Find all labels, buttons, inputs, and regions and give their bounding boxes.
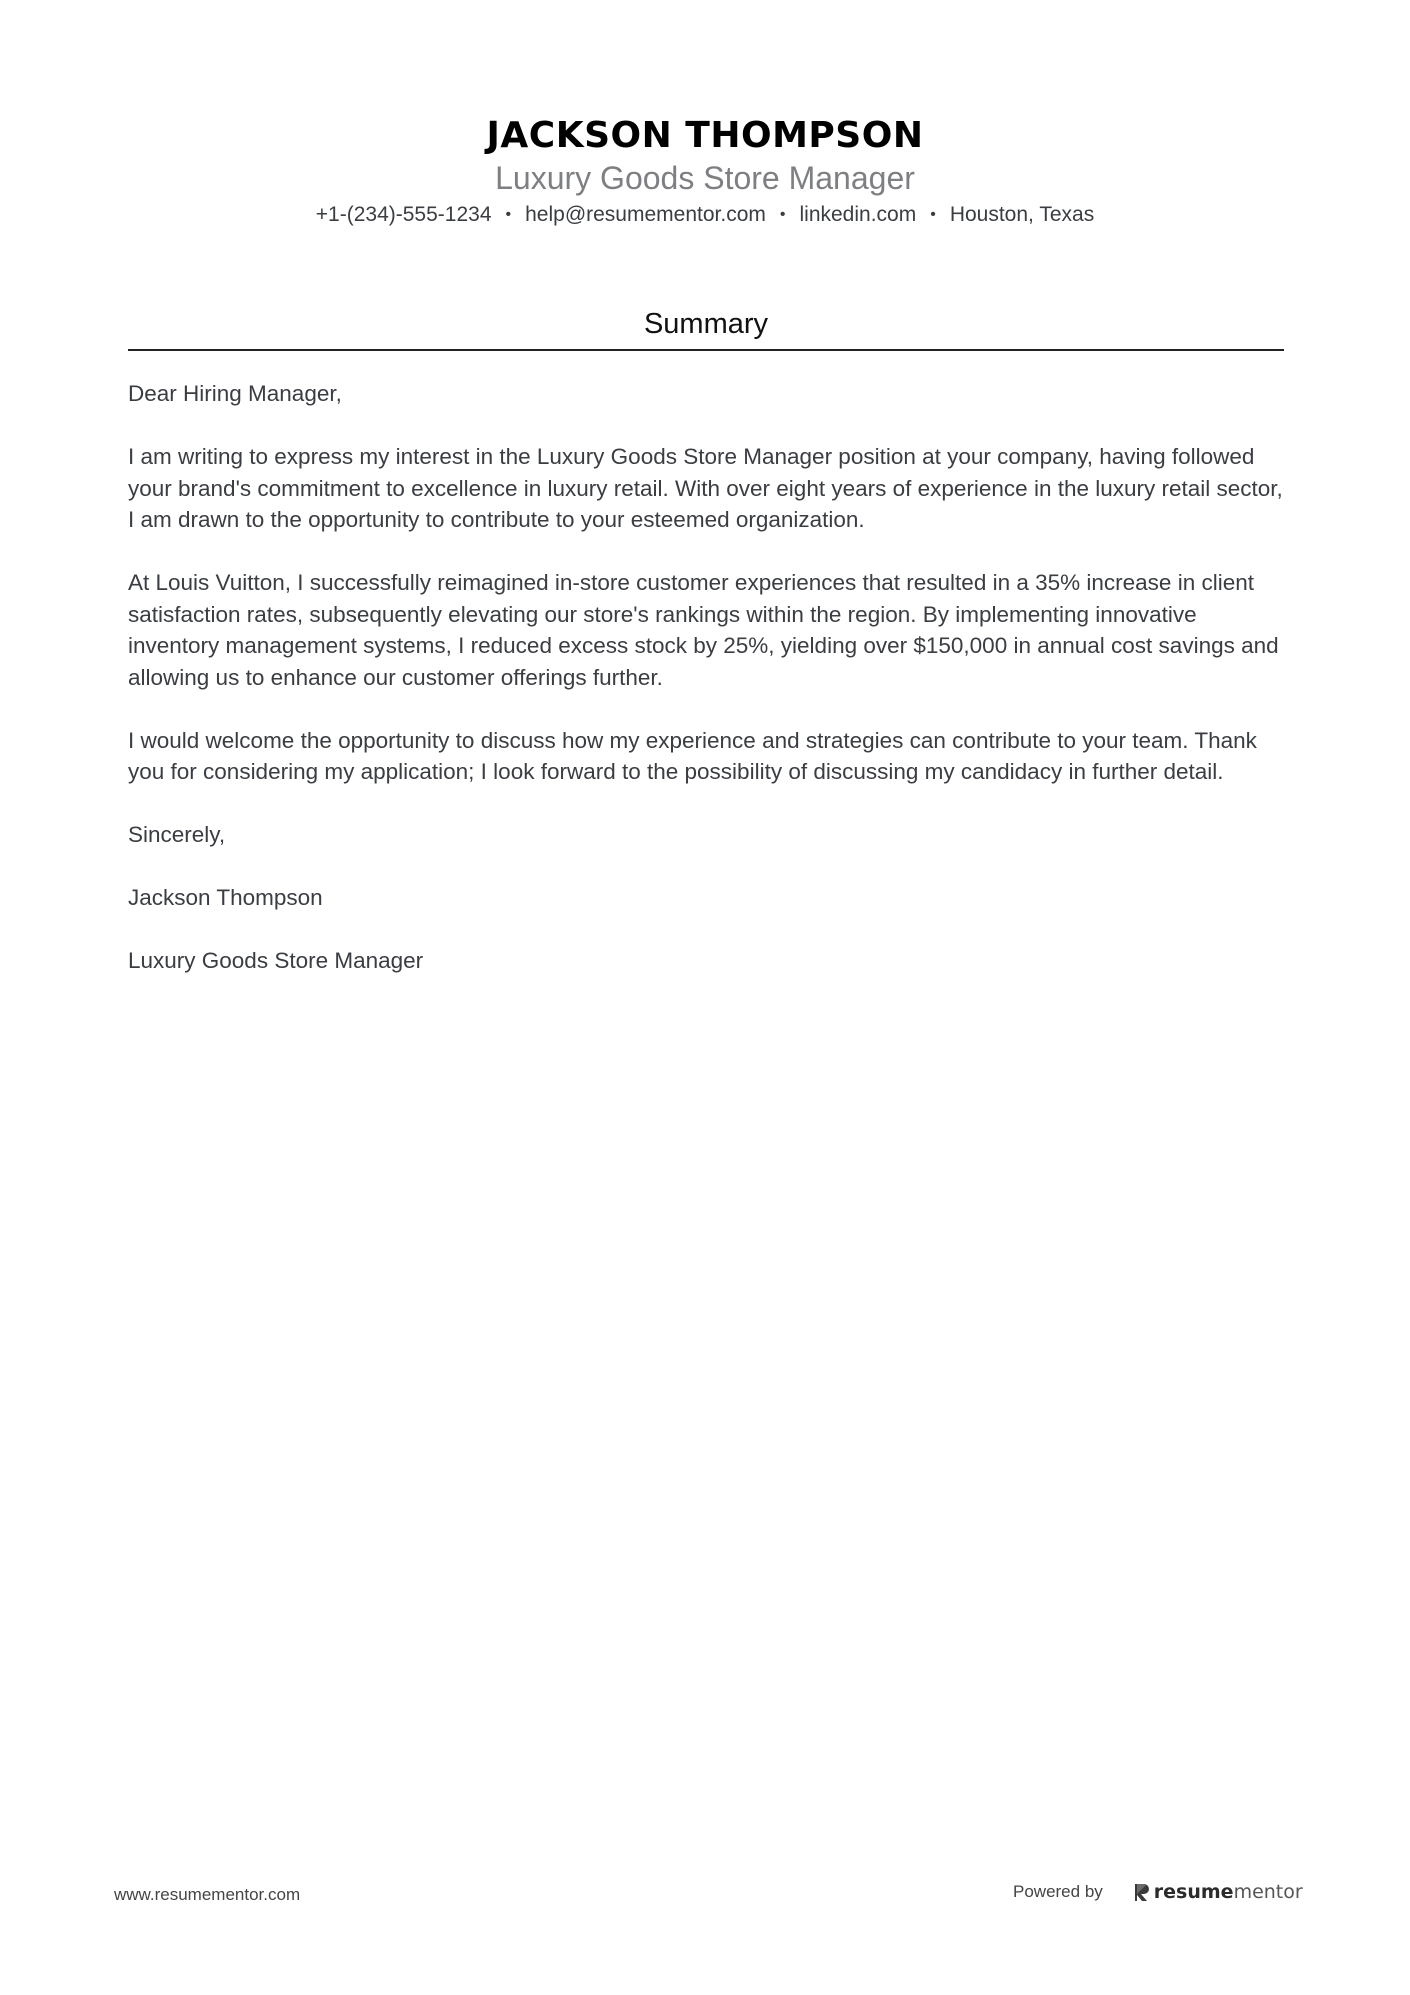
letter-paragraph: I am writing to express my interest in the Luxury Goods Store Manager position at your company, having followed your brand's commitment to excellence in luxury retail. With over eight years of experience in the luxury retail sector, I am drawn to the opportunity to contribute to your esteemed organization. — [128, 444, 1283, 532]
contact-line — [0, 200, 1410, 230]
letter-closing: Sincerely, — [128, 822, 226, 847]
letter-paragraph: At Louis Vuitton, I successfully reimagined in-store customer experiences that resulted in a 35% increase in client satisfaction rates, subsequently elevating our store's rankings within the region. By implementing innovative inventory management systems, I reduced excess stock by 25%, yielding over $150,000 in annual cost savings and allowing us to enhance our customer offerings further. — [128, 570, 1279, 690]
applicant-name: JACKSON THOMPSON — [486, 115, 924, 156]
contact-separator: • — [505, 206, 512, 223]
applicant-title: Luxury Goods Store Manager — [495, 160, 915, 196]
section-divider — [128, 349, 1284, 351]
letter-header — [0, 112, 1410, 230]
brand-name-part2: mentor — [1233, 1881, 1303, 1903]
letter-paragraph: I would welcome the opportunity to discuss how my experience and strategies can contribute to your team. Thank you for considering my application; I look forward to the possibility of discussing my candidacy in further detail. — [128, 727, 1257, 784]
contact-linkedin[interactable]: linkedin.com — [799, 203, 917, 226]
footer-website[interactable]: www.resumementor.com — [114, 1885, 301, 1904]
letter-body — [128, 378, 1288, 1008]
footer-branding — [1013, 1881, 1303, 1903]
signature-title: Luxury Goods Store Manager — [128, 948, 424, 973]
contact-location: Houston, Texas — [949, 203, 1095, 226]
contact-separator: • — [930, 206, 936, 223]
letter-greeting: Dear Hiring Manager, — [128, 381, 342, 406]
resumementor-logo-icon — [1133, 1882, 1151, 1902]
brand-logo[interactable] — [1133, 1881, 1303, 1903]
brand-name-part1: resume — [1153, 1881, 1234, 1903]
contact-phone: +1-(234)-555-1234 — [315, 203, 492, 226]
section-title: Summary — [643, 308, 769, 340]
signature-name: Jackson Thompson — [128, 885, 323, 910]
contact-email[interactable]: help@resumementor.com — [525, 203, 766, 226]
contact-separator: • — [779, 206, 786, 223]
powered-by-label: Powered by — [1013, 1882, 1103, 1901]
